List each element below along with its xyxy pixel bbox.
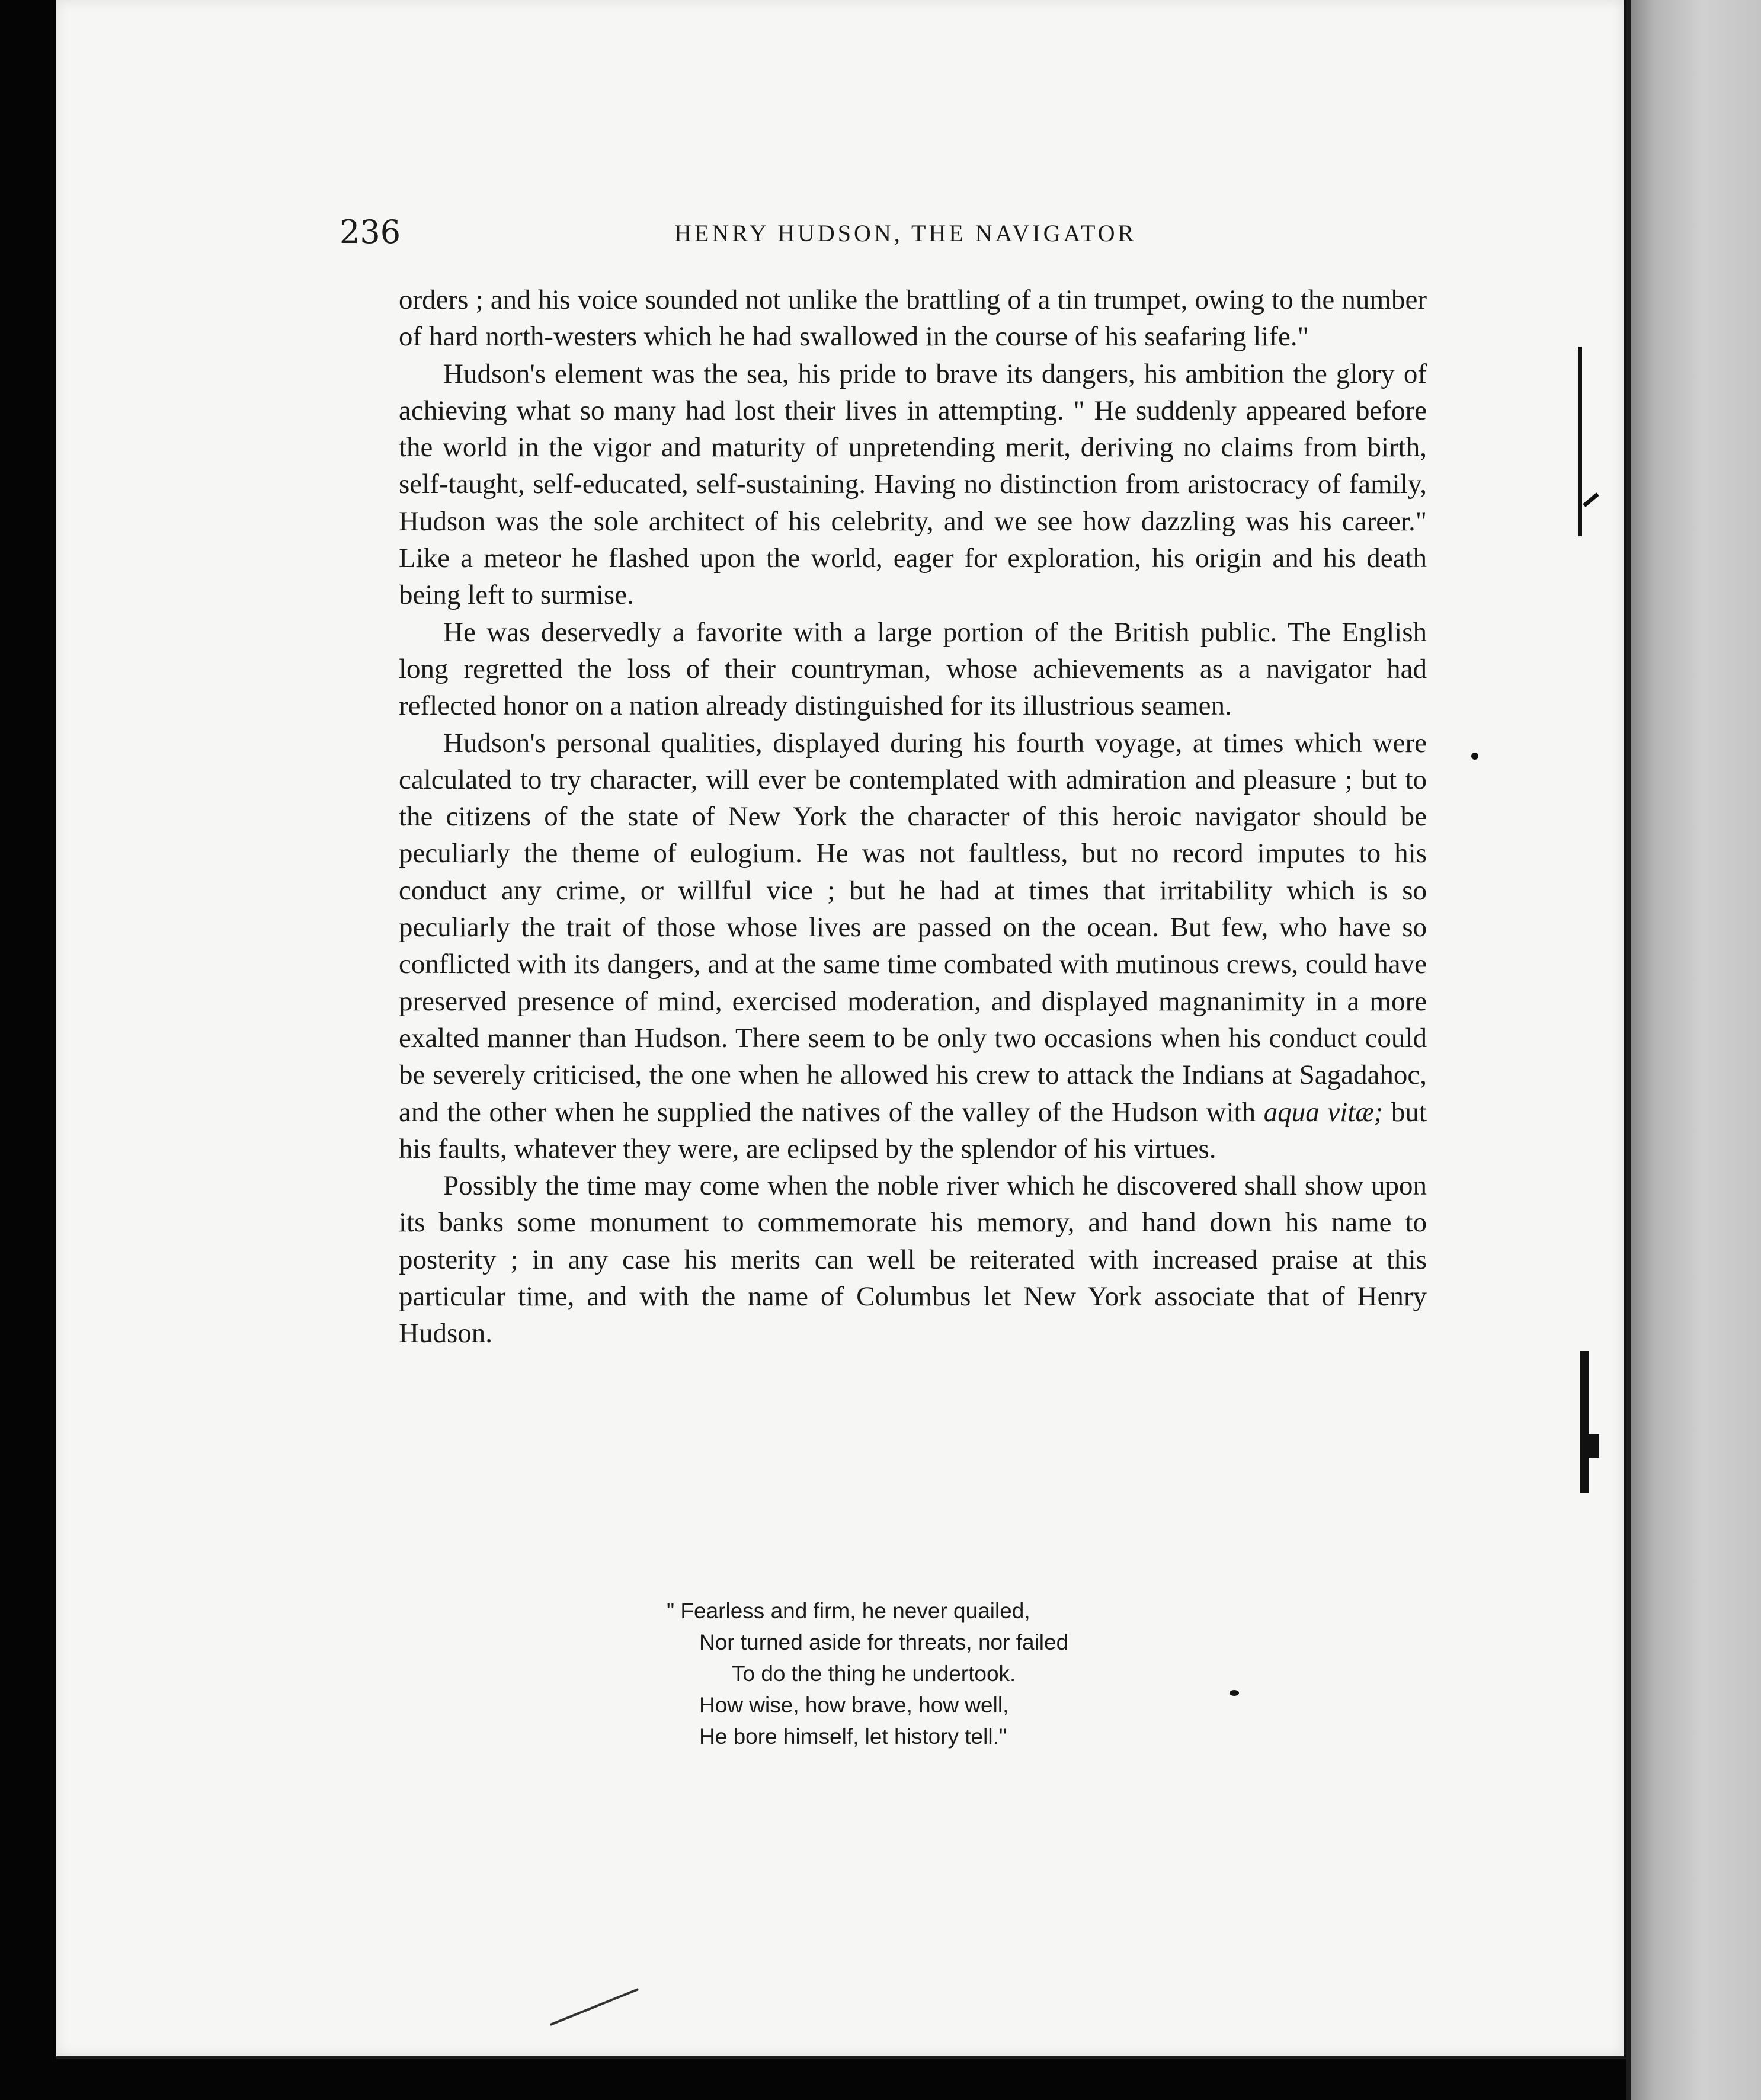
- margin-pencil-mark: [1578, 347, 1582, 536]
- paragraph-4-text: Hudson's personal qualities, displayed during his fourth voyage, at times which were calculated to try character, will ever be contemplated with admiration and pleasure ; but to the citizens of the state of New York the character of this heroic navigator should be peculiarly the theme of eulogium. He was not faultless, but no record imputes to his conduct any crime, or willful vice ; but he had at times that irritability which is so peculiarly the trait of those whose lives are passed on the ocean. But few, who have so conflicted with its dangers, and at the same time combated with mutinous crews, could have preserved presence of mind, exercised moderation, and displayed magnanimity in a more exalted manner than Hudson. There seem to be only two occasions when his conduct could be severely criticised, the one when he allowed his crew to attack the Indians at Sagadahoc, and the other when he supplied the natives of the valley of the Hudson with: [399, 727, 1427, 1128]
- ink-speck: [1230, 1690, 1239, 1696]
- paragraph-3: He was deservedly a favorite with a large portion of the British public. The English long regretted the loss of their countryman, whose achievements as a navigator had reflected honor on a nation already distinguished for its illustrious seamen.: [399, 616, 1427, 722]
- paragraph-4-text-end: but his faults, whatever they were, are eclipsed by the splendor of his virtues.: [399, 1096, 1427, 1164]
- adjacent-page-strip: [1631, 0, 1761, 2100]
- paragraph-4: [399, 725, 1427, 1168]
- paragraph-2: Hudson's element was the sea, his pride to brave its dangers, his ambition the glory of achieving what so many had lost their lives in attempting. " He suddenly appeared before the world in the vigor and maturity of unpretending merit, deriving no claims from birth, self-taught, self-educated, self-sustaining. Having no distinction from aristocracy of family, Hudson was the sole architect of his celebrity, and we see how dazzling was his career." Like a meteor he flashed upon the world, eager for exploration, his origin and his death being left to surmise.: [399, 358, 1427, 611]
- body-text: [399, 281, 1427, 1352]
- paragraph-5: Possibly the time may come when the noble river which he discovered shall show upon its banks some monument to commemorate his memory, and hand down his name to posterity ; in any case his merits can well be reiterated with increased praise at this particular time, and with the name of Columbus let New York associate that of Henry Hudson.: [399, 1170, 1427, 1349]
- margin-pencil-mark: [1583, 492, 1599, 507]
- poem-line: " Fearless and firm, he never quailed,: [667, 1599, 1030, 1623]
- book-page: [56, 0, 1627, 2059]
- ink-speck: [1471, 753, 1478, 760]
- margin-pencil-mark: [550, 1988, 639, 2026]
- closing-poem: [667, 1595, 1200, 1752]
- page-number: 236: [340, 213, 401, 251]
- running-header: [340, 213, 1439, 255]
- poem-line: He bore himself, let history tell.": [699, 1724, 1007, 1749]
- margin-pencil-mark: [1586, 1434, 1599, 1458]
- poem-line: How wise, how brave, how well,: [699, 1693, 1009, 1717]
- margin-pencil-mark: [1580, 1351, 1589, 1493]
- poem-line: Nor turned aside for threats, nor failed: [699, 1630, 1069, 1654]
- running-title: HENRY HUDSON, THE NAVIGATOR: [674, 220, 1137, 247]
- paragraph-1: orders ; and his voice sounded not unlike the brattling of a tin trumpet, owing to the number of hard north-westers which he had swallowed in the course of his seafaring life.": [399, 284, 1427, 353]
- poem-line: To do the thing he undertook.: [732, 1662, 1016, 1686]
- latin-phrase: aqua vitæ;: [1263, 1096, 1384, 1128]
